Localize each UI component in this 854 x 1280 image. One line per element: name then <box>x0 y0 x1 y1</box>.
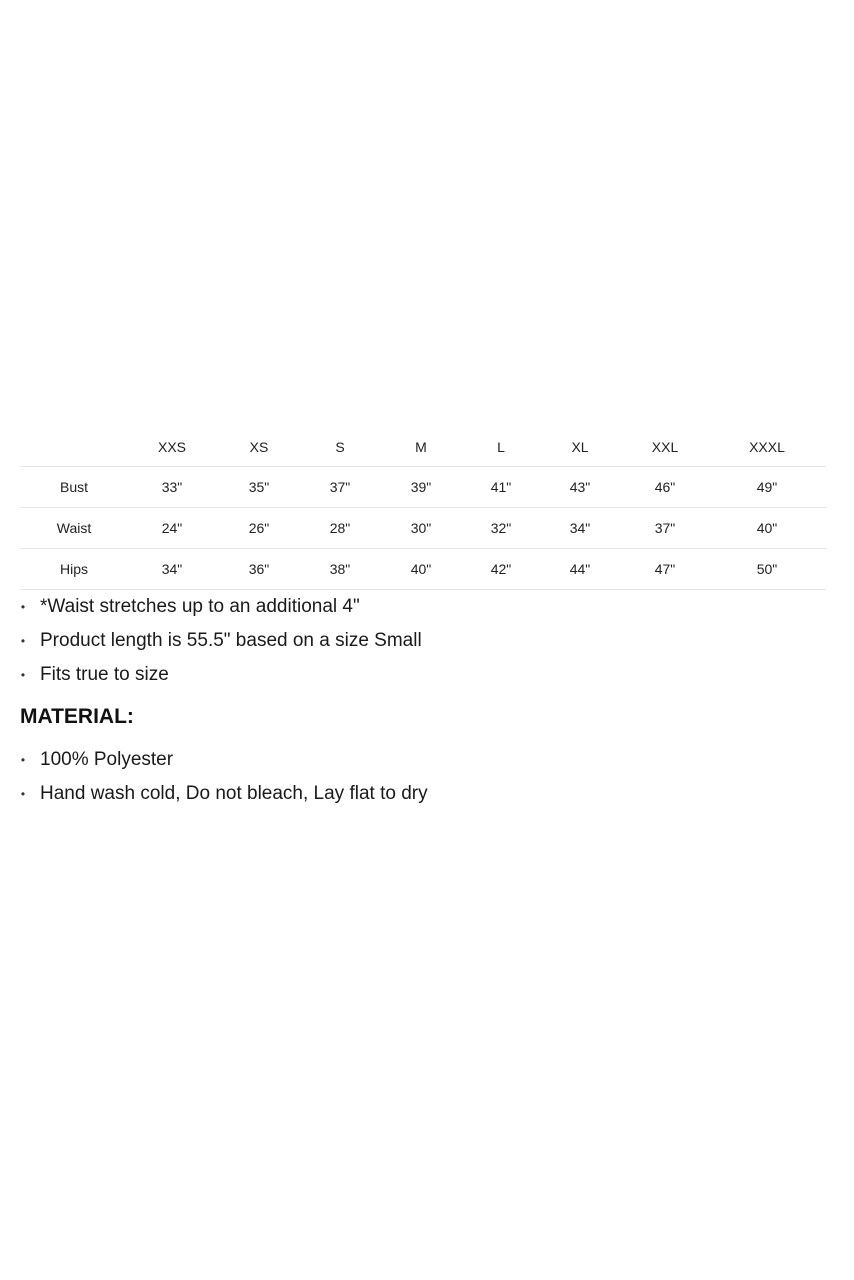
table-cell: 26" <box>248 520 270 536</box>
fit-notes-list <box>20 590 826 692</box>
size-header-blank <box>20 427 128 467</box>
table-cell: 41" <box>490 479 512 495</box>
product-details <box>20 427 826 811</box>
table-cell: 36" <box>248 561 270 577</box>
list-item <box>20 624 826 658</box>
table-cell: 44" <box>569 561 591 577</box>
size-header-xs: XS <box>249 438 269 455</box>
table-cell: 46" <box>654 479 676 495</box>
row-label-bust: Bust <box>59 479 88 495</box>
table-cell: 40" <box>410 561 432 577</box>
table-cell: 50" <box>756 561 778 577</box>
table-row-hips <box>20 549 826 590</box>
table-cell: 32" <box>490 520 512 536</box>
table-cell: 24" <box>161 520 183 536</box>
size-header-xl: XL <box>571 438 589 455</box>
table-cell: 30" <box>410 520 432 536</box>
table-cell: 37" <box>329 479 351 495</box>
size-header-xxxl: XXXL <box>749 438 785 455</box>
table-cell: 37" <box>654 520 676 536</box>
bullet-icon: • <box>20 634 26 648</box>
bullet-icon: • <box>20 787 26 801</box>
table-row-bust <box>20 467 826 508</box>
size-header-l: L <box>497 438 505 455</box>
size-header-row <box>20 427 826 467</box>
list-item <box>20 590 826 624</box>
table-cell: 40" <box>756 520 778 536</box>
material-item-text: 100% Polyester <box>40 749 174 770</box>
fit-note-text: Fits true to size <box>40 664 169 685</box>
bullet-icon: • <box>20 668 26 682</box>
size-header-xxs: XXS <box>157 438 186 455</box>
table-cell: 34" <box>161 561 183 577</box>
table-cell: 39" <box>410 479 432 495</box>
table-cell: 43" <box>569 479 591 495</box>
table-cell: 28" <box>329 520 351 536</box>
table-cell: 33" <box>161 479 183 495</box>
row-label-hips: Hips <box>59 561 88 577</box>
material-list <box>20 743 826 811</box>
row-label-waist: Waist <box>56 520 92 536</box>
table-cell: 47" <box>654 561 676 577</box>
list-item <box>20 743 826 777</box>
material-item-text: Hand wash cold, Do not bleach, Lay flat to dry <box>40 783 428 804</box>
material-heading: MATERIAL: <box>20 705 134 728</box>
fit-note-text: *Waist stretches up to an additional 4" <box>40 596 360 617</box>
size-header-s: S <box>335 438 345 455</box>
bullet-icon: • <box>20 600 26 614</box>
table-cell: 42" <box>490 561 512 577</box>
list-item <box>20 777 826 811</box>
fit-note-text: Product length is 55.5" based on a size Small <box>40 630 422 651</box>
size-chart-table <box>20 427 826 590</box>
table-cell: 35" <box>248 479 270 495</box>
size-header-m: M <box>415 438 427 455</box>
table-cell: 49" <box>756 479 778 495</box>
list-item <box>20 658 826 692</box>
bullet-icon: • <box>20 753 26 767</box>
table-cell: 38" <box>329 561 351 577</box>
table-cell: 34" <box>569 520 591 536</box>
size-header-xxl: XXL <box>651 438 679 455</box>
table-row-waist <box>20 508 826 549</box>
